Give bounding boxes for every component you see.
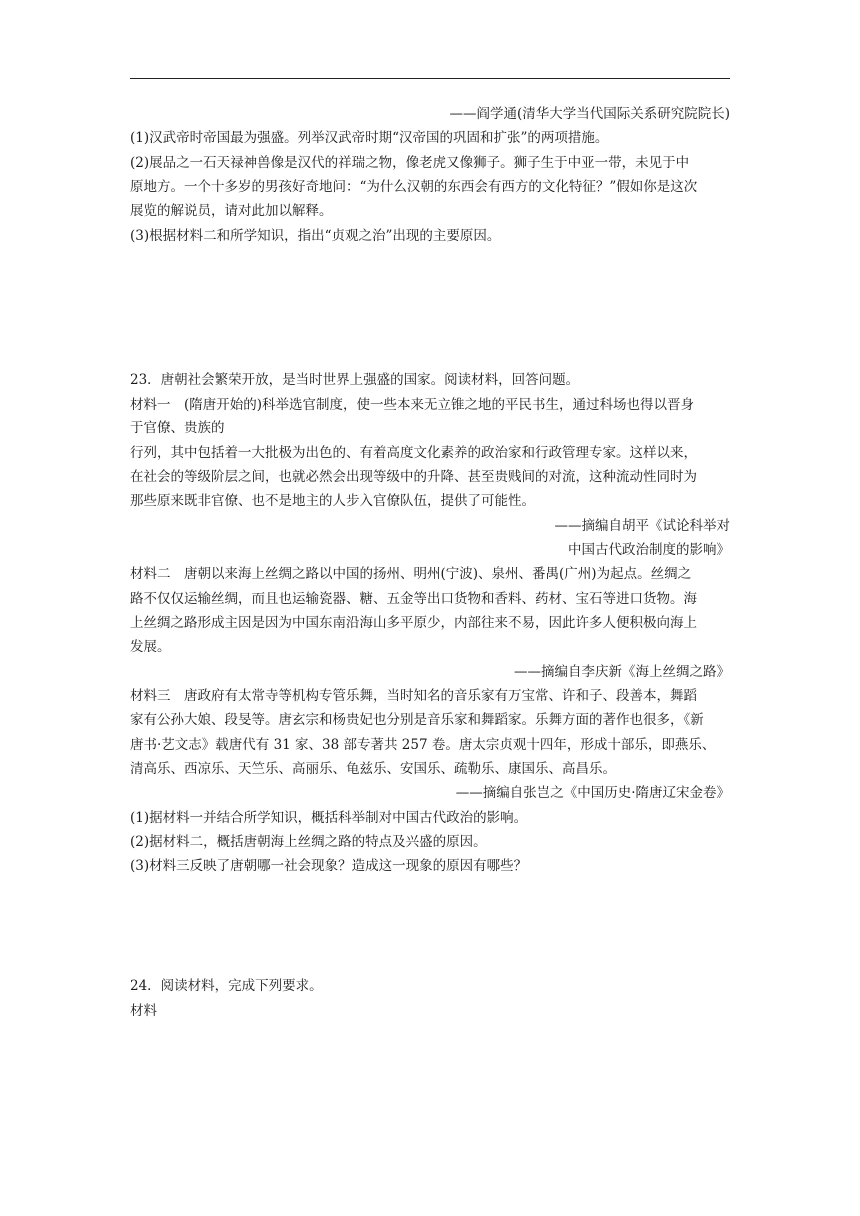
q23-m2-line3: 上丝绸之路形成主因是因为中国东南沿海山多平原少，内部往来不易，因此许多人便积极向海上 — [130, 615, 697, 631]
q22-sub1: (1)汉武帝时帝国最为强盛。列举汉武帝时期“汉帝国的巩固和扩张”的两项措施。 — [130, 130, 609, 146]
q23-m1-line2: 于官僚、贵族的 — [130, 420, 225, 436]
q22-sub3: (3)根据材料二和所学知识，指出“贞观之治”出现的主要原因。 — [130, 228, 501, 244]
q23-m3-source: ——摘编自张岂之《中国历史·隋唐辽宋金卷》 — [455, 785, 730, 801]
q23-m1-line1: 材料一 (隋唐开始的)科举选官制度，使一些本来无立锥之地的平民书生，通过科场也得以晋身 — [130, 397, 695, 413]
q23-m2-line1: 材料二 唐朝以来海上丝绸之路以中国的扬州、明州(宁波)、泉州、番禺(广州)为起点。丝绸之 — [130, 566, 692, 582]
q23-m3-line3: 唐书·艺文志》载唐代有 31 家、38 部专著共 257 卷。唐太宗贞观十四年，形成十部乐，即燕乐、 — [130, 737, 716, 753]
q23-m3-line4: 清高乐、西凉乐、天竺乐、高丽乐、龟兹乐、安国乐、疏勒乐、康国乐、高昌乐。 — [130, 761, 616, 777]
q23-sub3: (3)材料三反映了唐朝哪一社会现象？造成这一现象的原因有哪些？ — [130, 858, 528, 874]
q23-m1-source-line1: ——摘编自胡平《试论科举对 — [554, 518, 730, 534]
q23-m2-line2: 路不仅仅运输丝绸，而且也运输瓷器、糖、五金等出口货物和香料、药材、宝石等进口货物。海 — [130, 591, 697, 607]
q24-stem: 24．阅读材料，完成下列要求。 — [130, 978, 323, 994]
q23-m2-source: ——摘编自李庆新《海上丝绸之路》 — [514, 664, 730, 680]
top-attribution: ——阎学通(清华大学当代国际关系研究院院长) — [449, 106, 730, 122]
q22-sub2-line1: (2)展品之一石天禄神兽像是汉代的祥瑞之物，像老虎又像狮子。狮子生于中亚一带，未见于中 — [130, 155, 690, 171]
q23-m1-line3: 行列，其中包括着一大批极为出色的、有着高度文化素养的政治家和行政管理专家。这样以来， — [130, 445, 697, 461]
q23-m1-line4: 在社会的等级阶层之间，也就必然会出现等级中的升降、甚至贵贱间的对流，这种流动性同时为 — [130, 469, 697, 485]
q22-sub2-line2: 原地方。一个十多岁的男孩好奇地问：“为什么汉朝的东西会有西方的文化特征？”假如你是这次 — [130, 179, 698, 195]
q22-sub2-line3: 展览的解说员，请对此加以解释。 — [130, 203, 333, 219]
q23-stem: 23．唐朝社会繁荣开放，是当时世界上强盛的国家。阅读材料，回答问题。 — [130, 372, 580, 388]
q23-m3-line1: 材料三 唐政府有太常寺等机构专管乐舞，当时知名的音乐家有万宝常、许和子、段善本，舞蹈 — [130, 688, 697, 704]
q23-sub1: (1)据材料一并结合所学知识，概括科举制对中国古代政治的影响。 — [130, 810, 528, 826]
q24-material-label: 材料 — [130, 1003, 157, 1019]
q23-m1-line5: 那些原来既非官僚、也不是地主的人步入官僚队伍，提供了可能性。 — [130, 493, 535, 509]
q23-sub2: (2)据材料二，概括唐朝海上丝绸之路的特点及兴盛的原因。 — [130, 834, 487, 850]
q23-m3-line2: 家有公孙大娘、段旻等。唐玄宗和杨贵妃也分别是音乐家和舞蹈家。乐舞方面的著作也很多，《新 — [130, 712, 704, 728]
q23-m1-source-line2: 中国古代政治制度的影响》 — [568, 542, 730, 558]
header-rule — [130, 78, 730, 79]
q23-m2-line4: 发展。 — [130, 639, 171, 655]
